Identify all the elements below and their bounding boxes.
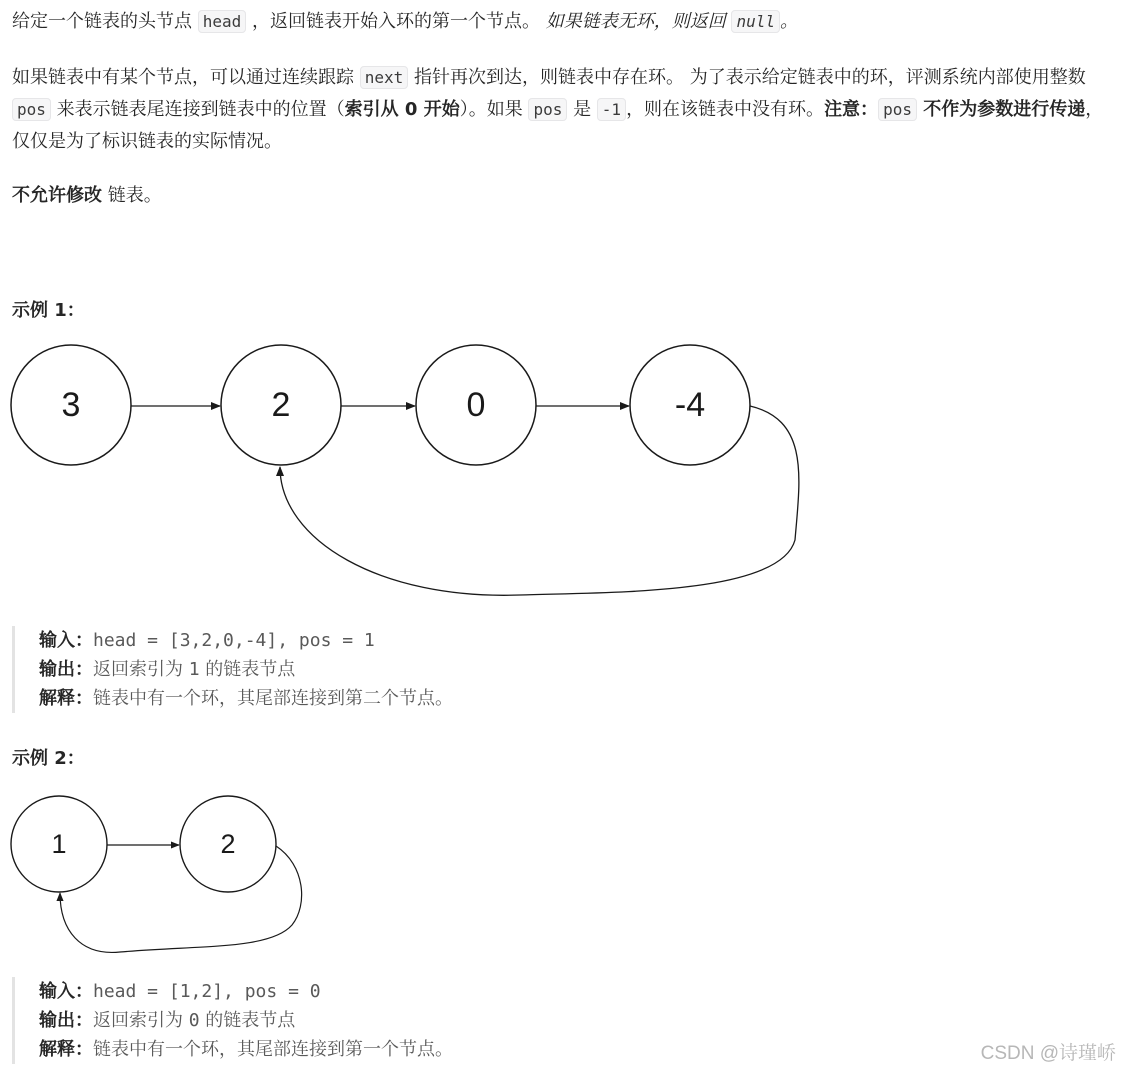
- output-code: 1: [188, 659, 200, 680]
- problem-paragraph-3: [12, 180, 1112, 212]
- explain-line: [39, 684, 939, 713]
- code-head: head: [198, 10, 247, 33]
- problem-paragraph-1: [12, 6, 1112, 38]
- text-fragment: 来表示链表尾连接到链表中的位置（: [50, 99, 345, 120]
- node-value: 2: [271, 386, 291, 424]
- input-label: 输入：: [39, 981, 93, 1002]
- output-text: 返回索引为: [93, 1010, 189, 1031]
- output-label: 输出：: [39, 1010, 93, 1031]
- bold-text: 不允许修改: [12, 185, 102, 206]
- list-node: [11, 796, 107, 892]
- list-node: [11, 345, 131, 465]
- output-code: 0: [188, 1010, 200, 1031]
- output-text: 的链表节点: [199, 659, 296, 680]
- node-value: 2: [220, 829, 236, 859]
- output-line: [39, 655, 939, 684]
- input-value: head = [1,2], pos = 0: [93, 981, 321, 1002]
- text-fragment: 链表。: [102, 185, 162, 206]
- example-1-io: [12, 626, 939, 713]
- example-2-io: [12, 977, 939, 1064]
- text-fragment: 如果链表中有某个节点，可以通过连续跟踪: [12, 67, 360, 88]
- explain-line: [39, 1035, 939, 1064]
- input-label: 输入：: [39, 630, 93, 651]
- output-line: [39, 1006, 939, 1035]
- explain-value: 链表中有一个环，其尾部连接到第一个节点。: [93, 1039, 453, 1060]
- list-node: [416, 345, 536, 465]
- node-value: -4: [674, 386, 706, 424]
- text-fragment: 是: [567, 99, 597, 120]
- problem-paragraph-2: [12, 62, 1112, 158]
- node-value: 1: [51, 829, 67, 859]
- output-text: 的链表节点: [199, 1010, 296, 1031]
- code-pos: pos: [878, 98, 917, 121]
- explain-label: 解释：: [39, 1039, 93, 1060]
- explain-value: 链表中有一个环，其尾部连接到第二个节点。: [93, 688, 453, 709]
- text-fragment: 指针再次到达，则链表中存在环。 为了表示给定链表中的环，评测系统内部使用整数: [408, 67, 1086, 88]
- italic-text: 。: [779, 11, 798, 32]
- list-node: [221, 345, 341, 465]
- code-null: null: [731, 10, 780, 33]
- text-fragment: ，仅仅是为了标识链表的实际情况。: [12, 99, 1104, 152]
- text-fragment: ，返回链表开始入环的第一个节点。: [246, 11, 546, 32]
- bold-text: 注意：: [824, 99, 879, 120]
- code-next: next: [360, 66, 409, 89]
- list-node: [630, 345, 750, 465]
- input-value: head = [3,2,0,-4], pos = 1: [93, 630, 375, 651]
- input-line: [39, 977, 939, 1006]
- bold-text: 索引从 0 开始: [344, 99, 460, 120]
- example-1-heading: 示例 1：: [12, 300, 85, 321]
- output-label: 输出：: [39, 659, 93, 680]
- text-fragment: ，则在该链表中没有环。: [626, 99, 825, 120]
- node-value: 0: [466, 386, 486, 424]
- node-value: 3: [61, 386, 81, 424]
- code-pos: pos: [12, 98, 51, 121]
- output-text: 返回索引为: [93, 659, 189, 680]
- example-1-diagram: [0, 330, 820, 620]
- list-node: [180, 796, 276, 892]
- italic-text: 如果链表无环，则返回: [545, 11, 732, 32]
- watermark: CSDN @诗瑾峤: [980, 1043, 1116, 1064]
- explain-label: 解释：: [39, 688, 93, 709]
- text-fragment: 给定一个链表的头节点: [12, 11, 198, 32]
- input-line: [39, 626, 939, 655]
- code-pos: pos: [528, 98, 567, 121]
- code-minus-one: -1: [597, 98, 626, 121]
- text-fragment: ）。如果: [459, 99, 529, 120]
- example-2-heading: 示例 2：: [12, 748, 85, 769]
- bold-text: 不作为参数进行传递: [916, 99, 1086, 120]
- example-2-diagram: [0, 790, 320, 970]
